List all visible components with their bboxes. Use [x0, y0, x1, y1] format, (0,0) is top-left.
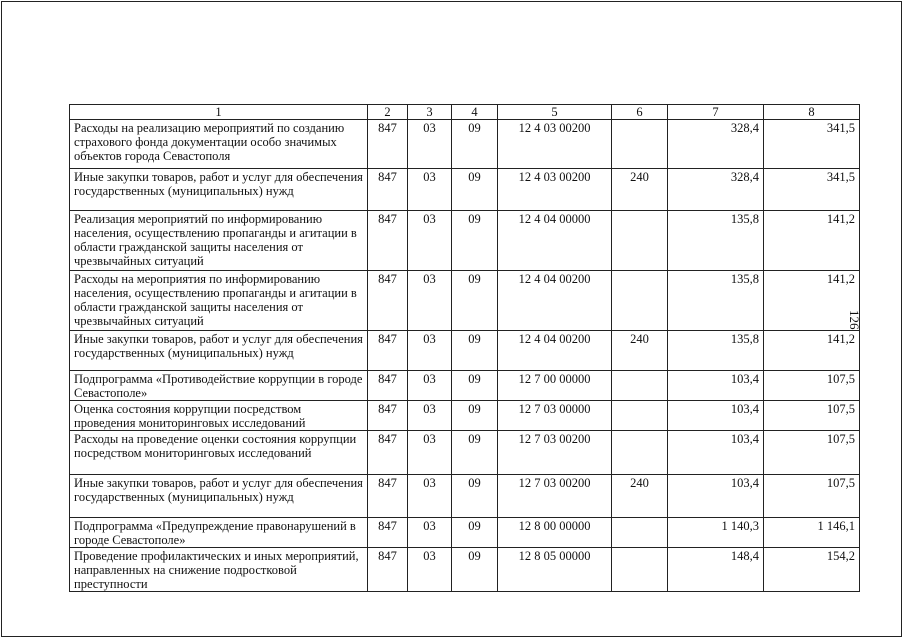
header-cell: 2: [368, 105, 408, 120]
csr-cell: 12 7 03 00200: [498, 475, 612, 518]
gr-cell: 847: [368, 475, 408, 518]
sum-2023-cell: 107,5: [764, 431, 860, 475]
row-name-cell: Подпрограмма «Противодействие коррупции в городе Севастополе»: [70, 371, 368, 401]
vr-cell: [612, 120, 668, 169]
header-cell: 3: [408, 105, 452, 120]
csr-cell: 12 7 03 00000: [498, 401, 612, 431]
sum-2023-cell: 141,2: [764, 211, 860, 271]
sum-2022-cell: 148,4: [668, 548, 764, 592]
rz-cell: 03: [408, 475, 452, 518]
csr-cell: 12 4 04 00200: [498, 271, 612, 331]
table-row: [70, 211, 860, 271]
vr-cell: 240: [612, 169, 668, 211]
pr-cell: 09: [452, 120, 498, 169]
rz-cell: 03: [408, 431, 452, 475]
table-row: [70, 475, 860, 518]
gr-cell: 847: [368, 371, 408, 401]
vr-cell: [612, 271, 668, 331]
pr-cell: 09: [452, 548, 498, 592]
row-name-cell: Расходы на реализацию мероприятий по созданию страхового фонда документации особо значимых объектов города Севастополя: [70, 120, 368, 169]
gr-cell: 847: [368, 548, 408, 592]
sum-2022-cell: 103,4: [668, 475, 764, 518]
row-name-cell: Подпрограмма «Предупреждение правонарушений в городе Севастополе»: [70, 518, 368, 548]
pr-cell: 09: [452, 371, 498, 401]
rz-cell: 03: [408, 401, 452, 431]
gr-cell: 847: [368, 401, 408, 431]
row-name-cell: Реализация мероприятий по информированию населения, осуществлению пропаганды и агитации в области гражданской защиты населения от чрезвычайных ситуаций: [70, 211, 368, 271]
pr-cell: 09: [452, 169, 498, 211]
header-cell: 7: [668, 105, 764, 120]
sum-2023-cell: 1 146,1: [764, 518, 860, 548]
csr-cell: 12 8 00 00000: [498, 518, 612, 548]
gr-cell: 847: [368, 120, 408, 169]
row-name-cell: Иные закупки товаров, работ и услуг для обеспечения государственных (муниципальных) нужд: [70, 331, 368, 371]
gr-cell: 847: [368, 169, 408, 211]
csr-cell: 12 4 03 00200: [498, 169, 612, 211]
gr-cell: 847: [368, 211, 408, 271]
sum-2022-cell: 135,8: [668, 331, 764, 371]
sum-2023-cell: 141,2: [764, 331, 860, 371]
sum-2023-cell: 107,5: [764, 475, 860, 518]
sum-2023-cell: 107,5: [764, 401, 860, 431]
sum-2023-cell: 341,5: [764, 120, 860, 169]
table-row: [70, 169, 860, 211]
csr-cell: 12 4 03 00200: [498, 120, 612, 169]
csr-cell: 12 7 00 00000: [498, 371, 612, 401]
pr-cell: 09: [452, 271, 498, 331]
header-cell: 6: [612, 105, 668, 120]
page-number: 126: [847, 310, 862, 330]
row-name-cell: Оценка состояния коррупции посредством проведения мониторинговых исследований: [70, 401, 368, 431]
pr-cell: 09: [452, 518, 498, 548]
table-row: [70, 331, 860, 371]
table-row: [70, 548, 860, 592]
rz-cell: 03: [408, 518, 452, 548]
row-name-cell: Проведение профилактических и иных мероприятий, направленных на снижение подростковой преступности: [70, 548, 368, 592]
sum-2022-cell: 135,8: [668, 211, 764, 271]
pr-cell: 09: [452, 475, 498, 518]
gr-cell: 847: [368, 271, 408, 331]
header-cell: 1: [70, 105, 368, 120]
row-name-cell: Расходы на проведение оценки состояния коррупции посредством мониторинговых исследований: [70, 431, 368, 475]
pr-cell: 09: [452, 211, 498, 271]
sum-2022-cell: 135,8: [668, 271, 764, 331]
gr-cell: 847: [368, 431, 408, 475]
sum-2023-cell: 141,2: [764, 271, 860, 331]
table-row: [70, 371, 860, 401]
rz-cell: 03: [408, 169, 452, 211]
row-name-cell: Иные закупки товаров, работ и услуг для обеспечения государственных (муниципальных) нужд: [70, 169, 368, 211]
rz-cell: 03: [408, 331, 452, 371]
sum-2023-cell: 107,5: [764, 371, 860, 401]
table-body: [70, 105, 860, 592]
csr-cell: 12 8 05 00000: [498, 548, 612, 592]
header-cell: 5: [498, 105, 612, 120]
vr-cell: [612, 371, 668, 401]
budget-table: [69, 104, 860, 592]
table-row: [70, 271, 860, 331]
rz-cell: 03: [408, 271, 452, 331]
rz-cell: 03: [408, 371, 452, 401]
sum-2022-cell: 103,4: [668, 371, 764, 401]
header-row: [70, 105, 860, 120]
row-name-cell: Иные закупки товаров, работ и услуг для обеспечения государственных (муниципальных) нужд: [70, 475, 368, 518]
pr-cell: 09: [452, 431, 498, 475]
sum-2023-cell: 154,2: [764, 548, 860, 592]
csr-cell: 12 4 04 00200: [498, 331, 612, 371]
vr-cell: [612, 401, 668, 431]
header-cell: 4: [452, 105, 498, 120]
table-row: [70, 120, 860, 169]
sum-2022-cell: 103,4: [668, 431, 764, 475]
csr-cell: 12 7 03 00200: [498, 431, 612, 475]
sum-2022-cell: 1 140,3: [668, 518, 764, 548]
header-cell: 8: [764, 105, 860, 120]
table-row: [70, 401, 860, 431]
vr-cell: [612, 431, 668, 475]
vr-cell: 240: [612, 331, 668, 371]
pr-cell: 09: [452, 331, 498, 371]
vr-cell: [612, 518, 668, 548]
row-name-cell: Расходы на мероприятия по информированию населения, осуществлению пропаганды и агитации в области гражданской защиты населения от чрезвычайных ситуаций: [70, 271, 368, 331]
rz-cell: 03: [408, 548, 452, 592]
table-row: [70, 431, 860, 475]
gr-cell: 847: [368, 331, 408, 371]
sum-2022-cell: 103,4: [668, 401, 764, 431]
csr-cell: 12 4 04 00000: [498, 211, 612, 271]
sum-2023-cell: 341,5: [764, 169, 860, 211]
gr-cell: 847: [368, 518, 408, 548]
sum-2022-cell: 328,4: [668, 120, 764, 169]
vr-cell: [612, 548, 668, 592]
pr-cell: 09: [452, 401, 498, 431]
vr-cell: [612, 211, 668, 271]
rz-cell: 03: [408, 120, 452, 169]
table-row: [70, 518, 860, 548]
sum-2022-cell: 328,4: [668, 169, 764, 211]
vr-cell: 240: [612, 475, 668, 518]
rz-cell: 03: [408, 211, 452, 271]
